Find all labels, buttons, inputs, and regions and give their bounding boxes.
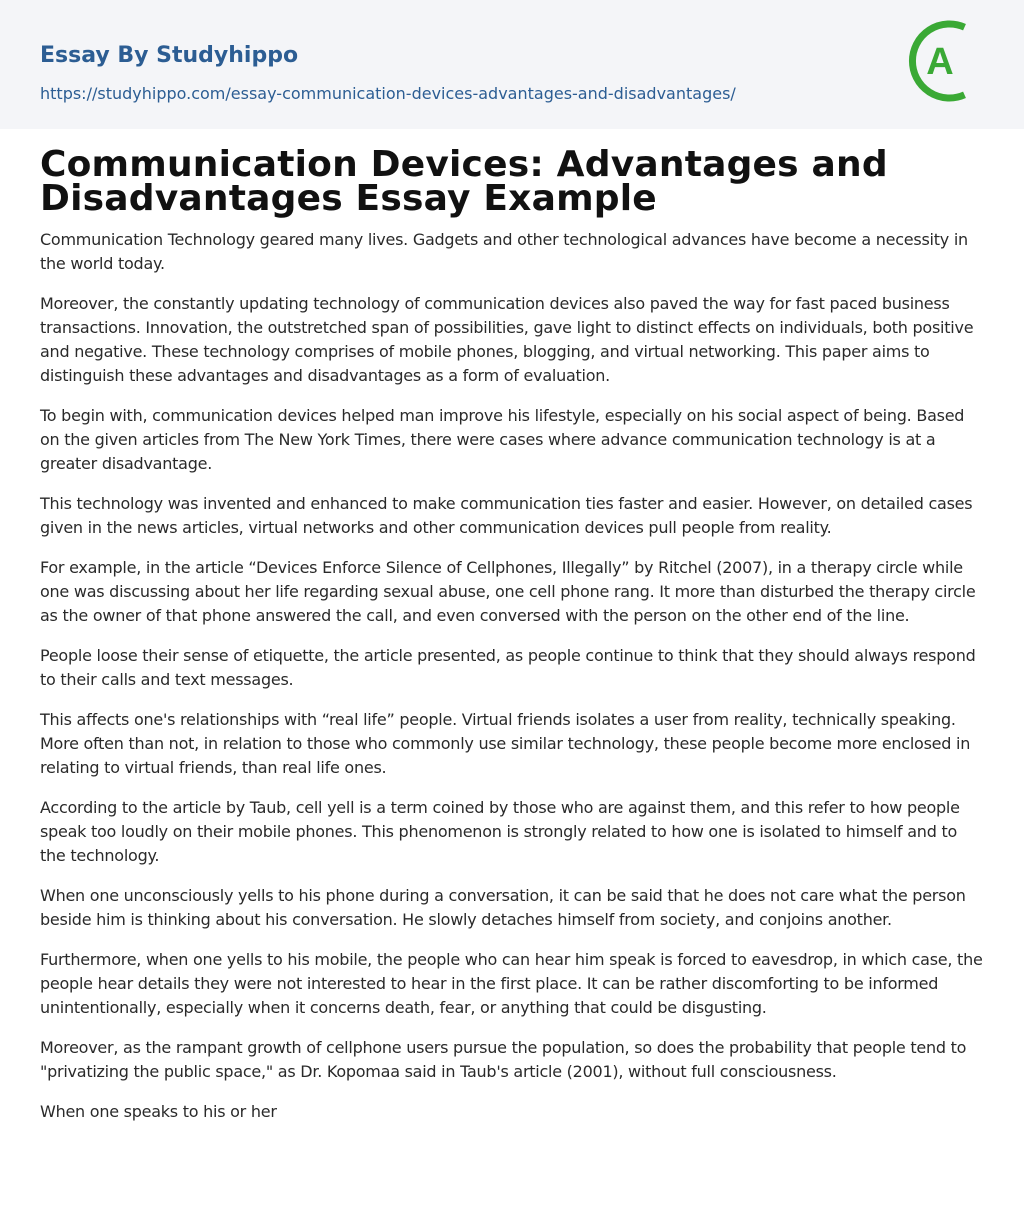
essay-paragraph-12: When one speaks to his or her	[40, 1102, 277, 1121]
essay-paragraph-6: People loose their sense of etiquette, the article presented, as people continue to think that they should always respond to their calls and text messages.	[40, 646, 976, 689]
essay-paragraph-2: Moreover, the constantly updating technology of communication devices also paved the way for fast paced business transactions. Innovation, the outstretched span of possibilities, gave light to distinct effects on individuals, both positive and negative. These technology comprises of mobile phones, blogging, and virtual networking. This paper aims to distinguish these advantages and disadvantages as a form of evaluation.	[40, 294, 974, 385]
essay-paragraph-3: To begin with, communication devices helped man improve his lifestyle, especially on his social aspect of being. Based on the given articles from The New York Times, there were cases where advance communication technology is at a greater disadvantage.	[40, 406, 965, 473]
essay-title: Communication Devices: Advantages and Disadvantages Essay Example	[40, 144, 888, 219]
source-url-link[interactable]: https://studyhippo.com/essay-communication-devices-advantages-and-disadvantages/	[40, 84, 736, 103]
brand-title: Essay By Studyhippo	[40, 43, 299, 68]
essay-paragraph-10: Furthermore, when one yells to his mobile, the people who can hear him speak is forced to eavesdrop, in which case, the people hear details they were not interested to hear in the first place. It can be rather discomforting to be informed unintentionally, especially when it concerns death, fear, or anything that could be disgusting.	[40, 950, 983, 1017]
essay-paragraph-5: For example, in the article “Devices Enforce Silence of Cellphones, Illegally” by Ritchel (2007), in a therapy circle while one was discussing about her life regarding sexual abuse, one cell phone rang. It more than disturbed the therapy circle as the owner of that phone answered the call, and even conversed with the person on the other end of the line.	[40, 558, 976, 625]
essay-content	[0, 129, 1024, 1124]
studyhippo-logo-icon[interactable]	[908, 19, 992, 103]
logo-letter: A	[926, 41, 954, 83]
essay-paragraph-11: Moreover, as the rampant growth of cellphone users pursue the population, so does the probability that people tend to "privatizing the public space," as Dr. Kopomaa said in Taub's article (2001), without full consciousness.	[40, 1038, 967, 1081]
essay-paragraph-7: This affects one's relationships with “real life” people. Virtual friends isolates a user from reality, technically speaking. More often than not, in relation to those who commonly use similar technology, these people become more enclosed in relating to virtual friends, than real life ones.	[40, 710, 971, 777]
essay-paragraph-9: When one unconsciously yells to his phone during a conversation, it can be said that he does not care what the person beside him is thinking about his conversation. He slowly detaches himself from society, and conjoins another.	[40, 886, 966, 929]
essay-paragraph-4: This technology was invented and enhanced to make communication ties faster and easier. However, on detailed cases given in the news articles, virtual networks and other communication devices pull people from reality.	[40, 494, 973, 537]
essay-paragraph-1: Communication Technology geared many lives. Gadgets and other technological advances have become a necessity in the world today.	[40, 230, 968, 273]
page-header	[0, 0, 1024, 129]
essay-paragraph-8: According to the article by Taub, cell yell is a term coined by those who are against them, and this refer to how people speak too loudly on their mobile phones. This phenomenon is strongly related to how one is isolated to himself and to the technology.	[40, 798, 960, 865]
